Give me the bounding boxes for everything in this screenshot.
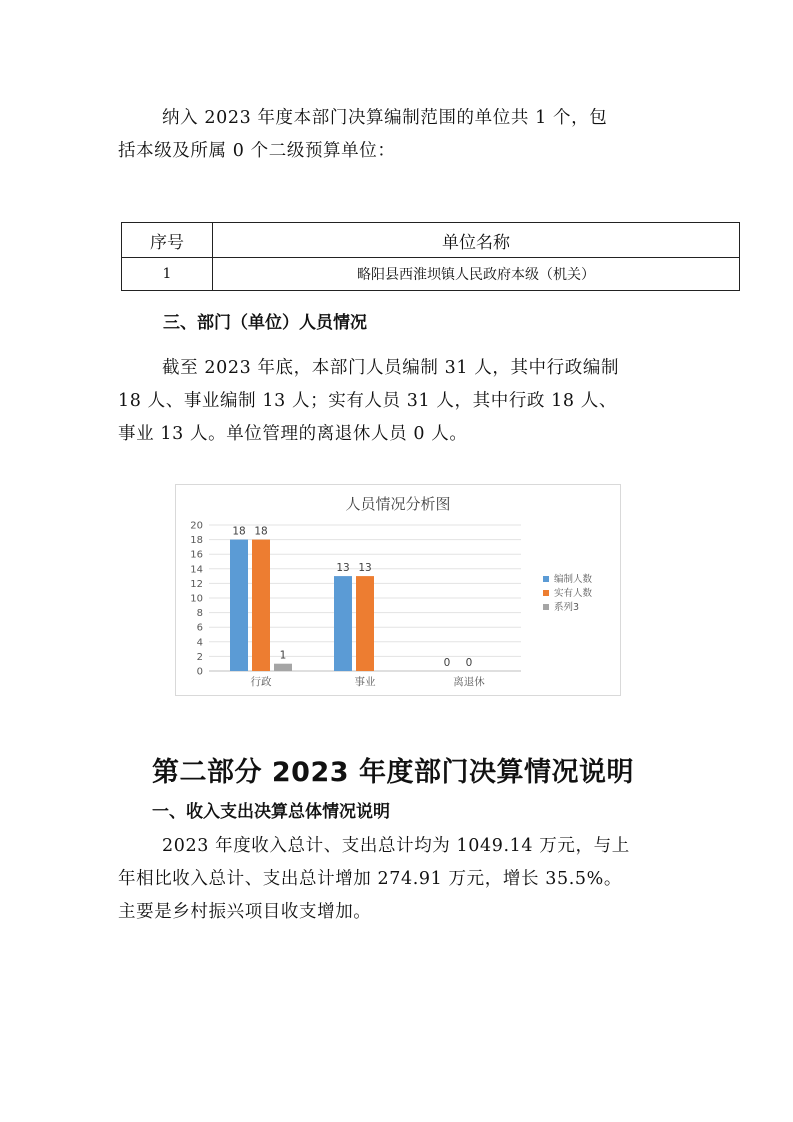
header-seq: 序号: [122, 223, 213, 258]
part2-section1-heading: 一、收入支出决算总体情况说明: [152, 802, 390, 822]
data-label: 0: [443, 657, 451, 669]
y-tick-label: 14: [190, 564, 203, 576]
x-tick-label: 离退休: [453, 676, 485, 688]
legend-swatch: [543, 604, 549, 610]
y-tick-label: 18: [190, 535, 203, 547]
table-header-row: [122, 223, 740, 258]
data-label: 13: [336, 562, 350, 575]
y-tick-label: 8: [196, 608, 203, 620]
intro-line-2: 括本级及所属 0 个二级预算单位：: [118, 141, 396, 161]
bar-编制人数: [334, 576, 352, 671]
legend-label: 实有人数: [554, 588, 593, 599]
y-tick-label: 20: [190, 520, 203, 532]
y-tick-label: 10: [190, 593, 203, 605]
bar-实有人数: [252, 540, 270, 671]
section3-paragraph: [118, 352, 678, 451]
data-label: 18: [232, 525, 246, 538]
part2-line-1: 2023 年度收入总计、支出总计均为 1049.14 万元，与上: [162, 836, 630, 856]
y-tick-label: 2: [196, 651, 203, 663]
section3-line-1: 截至 2023 年底，本部门人员编制 31 人，其中行政编制: [162, 358, 620, 378]
cell-unit-name: 略阳县西淮坝镇人民政府本级（机关）: [213, 258, 740, 291]
x-tick-label: 行政: [250, 676, 272, 688]
intro-paragraph: [118, 102, 678, 168]
units-table: [121, 222, 740, 291]
legend-swatch: [543, 576, 549, 582]
bar-实有人数: [356, 576, 374, 671]
legend-swatch: [543, 590, 549, 596]
part2-line-2: 年相比收入总计、支出总计增加 274.91 万元，增长 35.5%。: [118, 869, 622, 889]
legend-label: 系列3: [554, 602, 580, 613]
bar-系列3: [274, 664, 292, 671]
data-label: 1: [279, 649, 287, 662]
chart-title: 人员情况分析图: [345, 495, 451, 513]
y-tick-label: 12: [190, 578, 203, 590]
staff-chart: [175, 484, 621, 696]
y-tick-label: 4: [196, 637, 203, 649]
x-tick-label: 事业: [354, 676, 376, 688]
part2-heading: 第二部分 2023 年度部门决算情况说明: [152, 757, 634, 788]
section3-heading: 三、部门（单位）人员情况: [163, 313, 367, 333]
data-label: 13: [358, 562, 372, 575]
y-tick-label: 16: [190, 549, 203, 561]
part2-paragraph: [118, 830, 678, 929]
section3-line-3: 事业 13 人。单位管理的离退休人员 0 人。: [118, 424, 468, 444]
section3-line-2: 18 人、事业编制 13 人；实有人员 31 人，其中行政 18 人、: [118, 391, 618, 411]
bar-编制人数: [230, 540, 248, 671]
chart-svg: [176, 485, 620, 695]
intro-line-1: 纳入 2023 年度本部门决算编制范围的单位共 1 个，包: [162, 108, 608, 128]
part2-line-3: 主要是乡村振兴项目收支增加。: [118, 902, 372, 922]
data-label: 0: [465, 657, 473, 669]
cell-seq: 1: [122, 258, 213, 291]
y-tick-label: 6: [196, 622, 203, 634]
data-label: 18: [254, 525, 268, 538]
y-tick-label: 0: [196, 666, 203, 678]
header-unit-name: 单位名称: [213, 223, 740, 258]
table-row: [122, 258, 740, 291]
legend-label: 编制人数: [554, 574, 593, 585]
